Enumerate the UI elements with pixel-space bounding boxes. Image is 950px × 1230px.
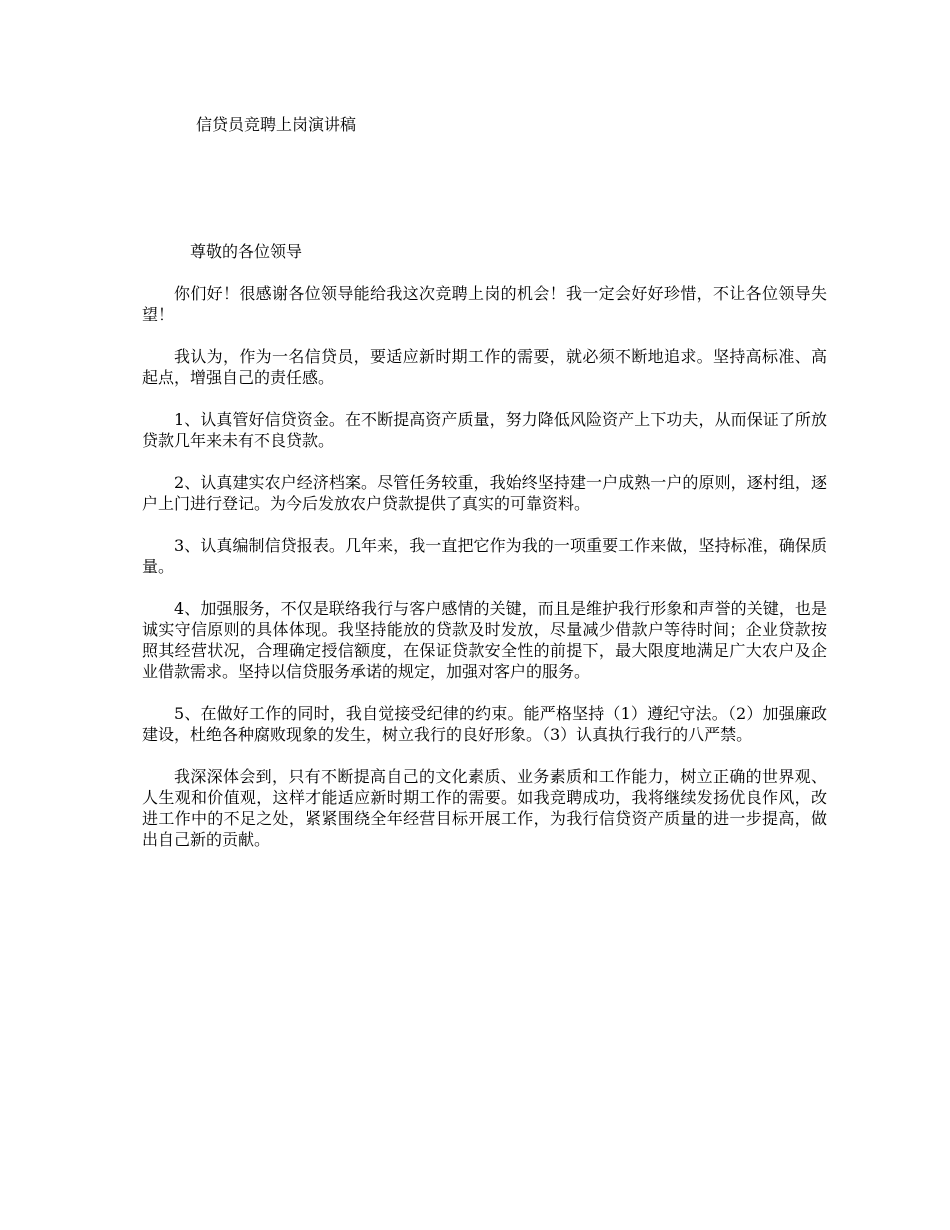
paragraph-conclusion: 我深深体会到，只有不断提高自己的文化素质、业务素质和工作能力，树立正确的世界观、人生观和价值观，这样才能适应新时期工作的需要。如我竞聘成功，我将继续发扬优良作风，改进工作中的不足之处，紧紧围绕全年经营目标开展工作，为我行信贷资产质量的进一步提高，做出自己新的贡献。: [142, 767, 827, 849]
paragraph-item-2: 2、认真建实农户经济档案。尽管任务较重，我始终坚持建一户成熟一户的原则，逐村组，逐户上门进行登记。为今后发放农户贷款提供了真实的可靠资料。: [142, 473, 827, 513]
paragraph-view: 我认为，作为一名信贷员，要适应新时期工作的需要，就必须不断地追求。坚持高标准、高起点，增强自己的责任感。: [142, 347, 827, 387]
document-body: [142, 283, 827, 871]
paragraph-item-4: 4、加强服务，不仅是联络我行与客户感情的关键，而且是维护我行形象和声誉的关键，也是诚实守信原则的具体体现。我坚持能放的贷款及时发放，尽量减少借款户等待时间；企业贷款按照其经营状况，合理确定授信额度，在保证贷款安全性的前提下，最大限度地满足广大农户及企业借款需求。坚持以信贷服务承诺的规定，加强对客户的服务。: [142, 599, 827, 681]
paragraph-intro: 你们好！很感谢各位领导能给我这次竞聘上岗的机会！我一定会好好珍惜，不让各位领导失望！: [142, 284, 827, 324]
document-title: 信贷员竞聘上岗演讲稿: [196, 115, 357, 134]
paragraph-item-1: 1、认真管好信贷资金。在不断提高资产质量，努力降低风险资产上下功夫，从而保证了所放贷款几年来未有不良贷款。: [142, 410, 827, 450]
paragraph-item-5: 5、在做好工作的同时，我自觉接受纪律的约束。能严格坚持（1）遵纪守法。（2）加强廉政建设，杜绝各种腐败现象的发生，树立我行的良好形象。（3）认真执行我行的八严禁。: [142, 704, 827, 744]
paragraph-item-3: 3、认真编制信贷报表。几年来，我一直把它作为我的一项重要工作来做，坚持标准，确保质量。: [142, 536, 827, 576]
greeting: 尊敬的各位领导: [190, 242, 303, 261]
